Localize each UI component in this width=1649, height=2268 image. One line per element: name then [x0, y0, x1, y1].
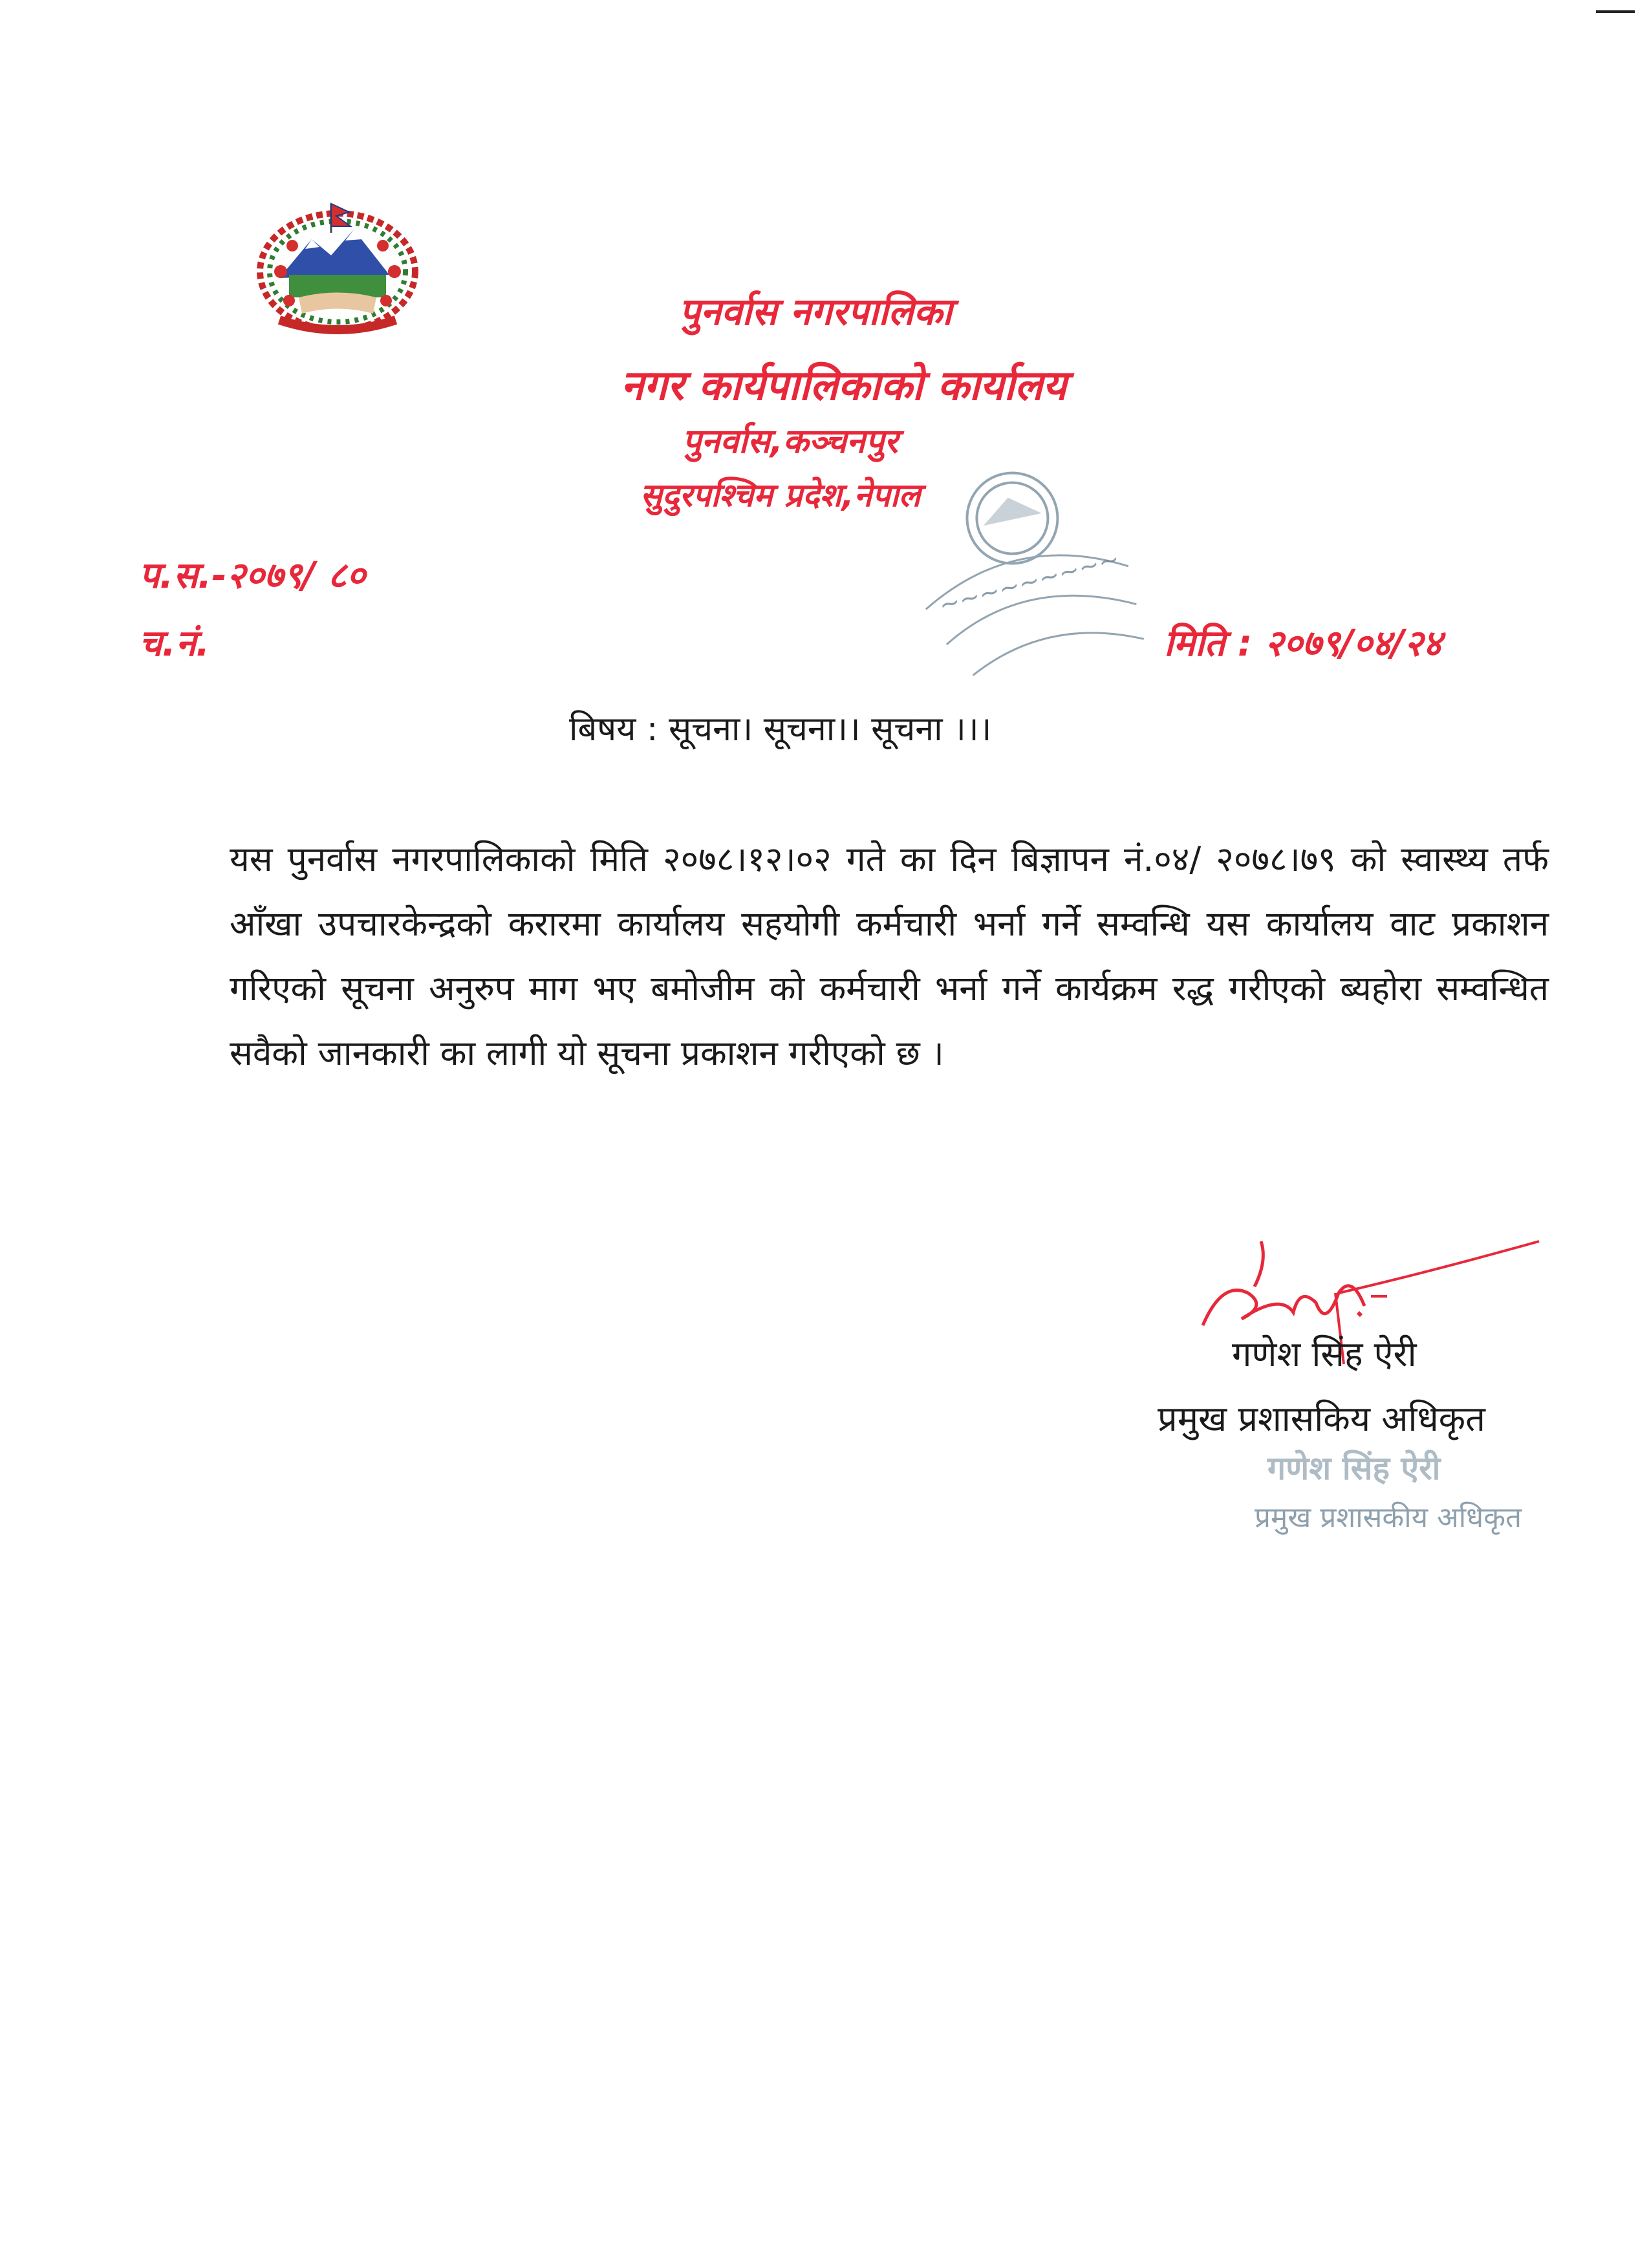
office-province: सुदुरपश्चिम प्रदेश,नेपाल — [640, 476, 921, 514]
notice-body: यस पुनर्वास नगरपालिकाको मिति २०७८।१२।०२ गते का दिन बिज्ञापन नं.०४/ २०७८।७९ को स्वास्थ्य तर्फ आँखा उपचारकेन्द्रको करारमा कार्यालय सहयोगी कर्मचारी भर्ना गर्ने सम्वन्धि यस कार्यालय वाट प्रकाशन गरिएको सूचना अनुरुप माग भए बमोजीम को कर्मचारी भर्ना गर्ने कार्यक्रम रद्ध गरीएको ब्यहोरा सम्वन्धित सवैको जानकारी का लागी यो सूचना प्रकाशन गरीएको छ । — [230, 840, 1549, 1073]
nepal-emblem-logo — [234, 194, 441, 343]
office-location: पुनर्वास,कञ्चनपुर — [682, 422, 898, 461]
subject-line: बिषय : सूचना। सूचना।। सूचना ।।। — [569, 710, 992, 749]
signatory-title: प्रमुख प्रशासकिय अधिकृत — [1158, 1398, 1485, 1439]
letter-date: मिति : २०७९/०४/२४ — [1164, 623, 1442, 665]
signatory-name: गणेश सिंह ऐरी — [1232, 1334, 1417, 1375]
scan-edge-mark — [1596, 10, 1635, 13]
office-seal-stamp — [892, 440, 1151, 685]
svg-text:~~~~~~~~~: ~~~~~~~~~ — [936, 544, 1123, 620]
municipality-name: पुनर्वास नगरपालिका — [679, 290, 953, 334]
office-name: नगर कार्यपालिकाको कार्यालय — [621, 362, 1067, 410]
reference-number: प.स.-२०७९/ ८० — [139, 555, 366, 597]
name-stamp-title: प्रमुख प्रशासकीय अधिकृत — [1255, 1501, 1522, 1534]
dispatch-number: च.नं. — [139, 623, 210, 665]
name-stamp-name: गणेश सिंह ऐरी — [1267, 1450, 1441, 1487]
